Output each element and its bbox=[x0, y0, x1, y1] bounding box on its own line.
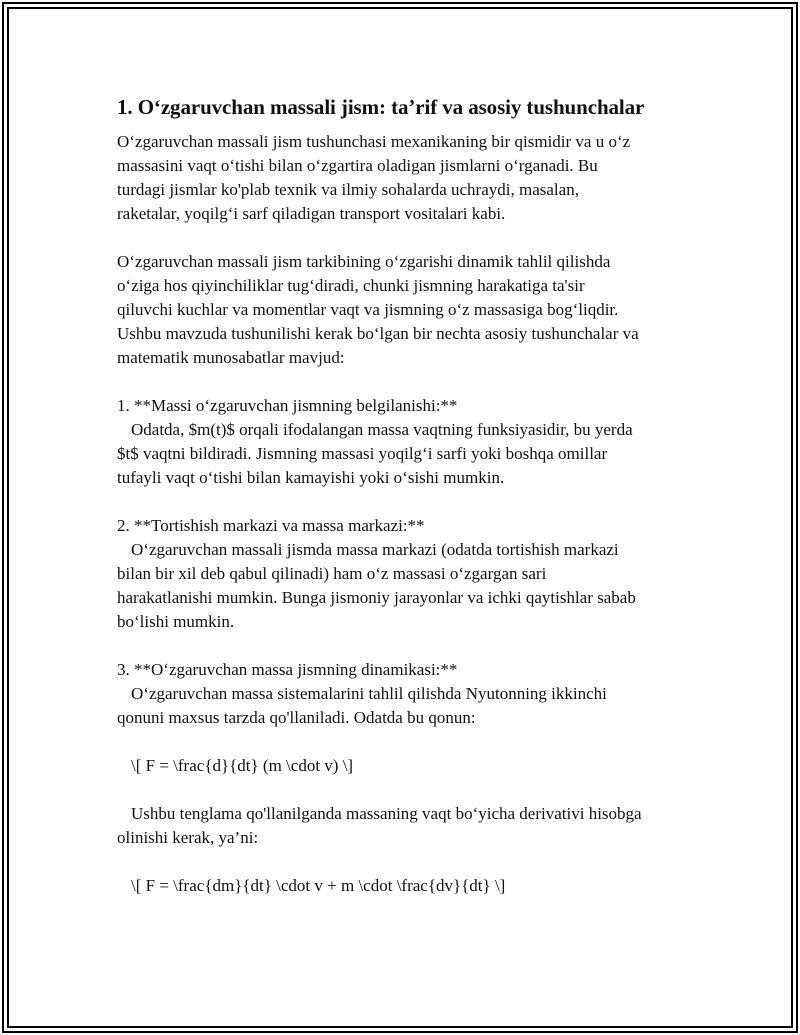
second-line: Ushbu mavzuda tushunilishi kerak bo‘lgan bir nechta asosiy tushunchalar va bbox=[117, 324, 639, 343]
list-item-title: 3. **O‘zgaruvchan massa jismning dinamikasi:** bbox=[117, 660, 458, 679]
section-heading: 1. O‘zgaruvchan massali jism: ta’rif va asosiy tushunchalar bbox=[117, 95, 645, 119]
second-line: O‘zgaruvchan massali jism tarkibining o‘zgarishi dinamik tahlil qilishda bbox=[117, 252, 611, 271]
intro-line: turdagi jismlar ko'plab texnik va ilmiy sohalarda uchraydi, masalan, bbox=[117, 180, 579, 199]
list-item-line: qonuni maxsus tarzda qo'llaniladi. Odatda bu qonun: bbox=[117, 708, 476, 727]
formula-momentum: \[ F = \frac{d}{dt} (m \cdot v) \] bbox=[131, 756, 354, 775]
list-item-line: tufayli vaqt o‘tishi bilan kamayishi yoki o‘sishi mumkin. bbox=[117, 468, 505, 487]
list-item-line: Ushbu tenglama qo'llanilganda massaning vaqt bo‘yicha derivativi hisobga bbox=[131, 804, 642, 823]
list-item-line: O‘zgaruvchan massali jismda massa markazi (odatda tortishish markazi bbox=[131, 540, 619, 559]
intro-line: massasini vaqt o‘tishi bilan o‘zgartira oladigan jismlarni o‘rganadi. Bu bbox=[117, 156, 598, 175]
second-line: qiluvchi kuchlar va momentlar vaqt va jismning o‘z massasiga bog‘liqdir. bbox=[117, 300, 619, 319]
document-body bbox=[117, 92, 697, 898]
list-item-line: olinishi kerak, ya’ni: bbox=[117, 828, 259, 847]
list-item-3 bbox=[117, 658, 697, 898]
intro-paragraph bbox=[117, 130, 697, 226]
list-item-line: bo‘lishi mumkin. bbox=[117, 612, 235, 631]
formula-expanded: \[ F = \frac{dm}{dt} \cdot v + m \cdot \frac{dv}{dt} \] bbox=[131, 876, 506, 895]
list-item-title: 2. **Tortishish markazi va massa markazi:** bbox=[117, 516, 425, 535]
list-item-2 bbox=[117, 514, 697, 634]
list-item-1 bbox=[117, 394, 697, 490]
second-line: matematik munosabatlar mavjud: bbox=[117, 348, 345, 367]
list-item-line: $t$ vaqtni bildiradi. Jismning massasi yoqilg‘i sarfi yoki boshqa omillar bbox=[117, 444, 608, 463]
second-paragraph bbox=[117, 250, 697, 370]
intro-line: O‘zgaruvchan massali jism tushunchasi mexanikaning bir qismidir va u o‘z bbox=[117, 132, 631, 151]
intro-line: raketalar, yoqilg‘i sarf qiladigan transport vositalari kabi. bbox=[117, 204, 506, 223]
second-line: o‘ziga hos qiyinchiliklar tug‘diradi, chunki jismning harakatiga ta'sir bbox=[117, 276, 585, 295]
list-item-line: Odatda, $m(t)$ orqali ifodalangan massa vaqtning funksiyasidir, bu yerda bbox=[131, 420, 633, 439]
list-item-line: harakatlanishi mumkin. Bunga jismoniy jarayonlar va ichki qaytishlar sabab bbox=[117, 588, 636, 607]
list-item-title: 1. **Massi o‘zgaruvchan jismning belgilanishi:** bbox=[117, 396, 458, 415]
list-item-line: O‘zgaruvchan massa sistemalarini tahlil qilishda Nyutonning ikkinchi bbox=[131, 684, 607, 703]
list-item-line: bilan bir xil deb qabul qilinadi) ham o‘z massasi o‘zgargan sari bbox=[117, 564, 547, 583]
